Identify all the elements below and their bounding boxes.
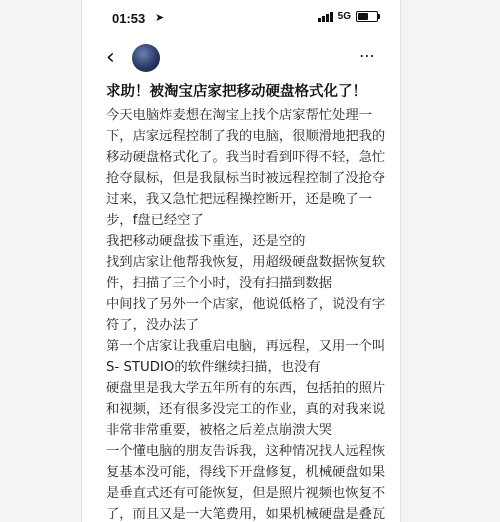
nav-bar xyxy=(82,38,400,80)
post-paragraph: 第一个店家让我重启电脑，再远程，又用一个叫S- STUDIO的软件继续扫描，也没有 xyxy=(106,339,386,375)
status-bar xyxy=(82,0,400,36)
avatar[interactable] xyxy=(132,44,160,72)
status-time: 01:53 xyxy=(112,11,146,26)
post-paragraph: 中间找了另外一个店家，他说低格了，说没有字符了，没办法了 xyxy=(106,297,386,333)
network-type: 5G xyxy=(337,11,351,22)
post-title: 求助！被淘宝店家把移动硬盘格式化了！ xyxy=(106,84,367,100)
status-indicators xyxy=(318,11,378,22)
post-paragraph: 一个懂电脑的朋友告诉我，这种情况找人远程恢复基本没可能，得线下开盘修复，机械硬盘如果是垂直式还有可能恢复，但是照片视频也恢复不了，而且又是一大笔费用，如果机械硬盘是叠瓦 xyxy=(106,444,386,522)
phone-screen xyxy=(82,0,400,522)
post-content xyxy=(106,105,391,522)
battery-icon xyxy=(356,11,378,22)
battery-level xyxy=(358,13,368,20)
location-icon: ➤ xyxy=(155,11,165,24)
post-paragraph: 我把移动硬盘拔下重连，还是空的 xyxy=(106,234,306,249)
signal-icon xyxy=(318,12,333,22)
post-paragraph: 硬盘里是我大学五年所有的东西，包括拍的照片和视频，还有很多没完工的作业，真的对我来说非常非常重要，被格之后差点崩溃大哭 xyxy=(106,381,386,438)
post-paragraph: 今天电脑炸麦想在淘宝上找个店家帮忙处理一下，店家远程控制了我的电脑，很顺滑地把我的移动硬盘格式化了。我当时看到吓得不轻，急忙抢夺鼠标，但是我鼠标当时被远程控制了没抢夺过来，我又急忙把远程操控断开，还是晚了一步，f盘已经空了 xyxy=(106,108,386,228)
back-icon[interactable]: ‹ xyxy=(106,45,115,70)
more-icon[interactable]: ⋯ xyxy=(359,46,376,65)
post-paragraph: 找到店家让他帮我恢复，用超级硬盘数据恢复软件，扫描了三个小时，没有扫描到数据 xyxy=(106,255,386,291)
